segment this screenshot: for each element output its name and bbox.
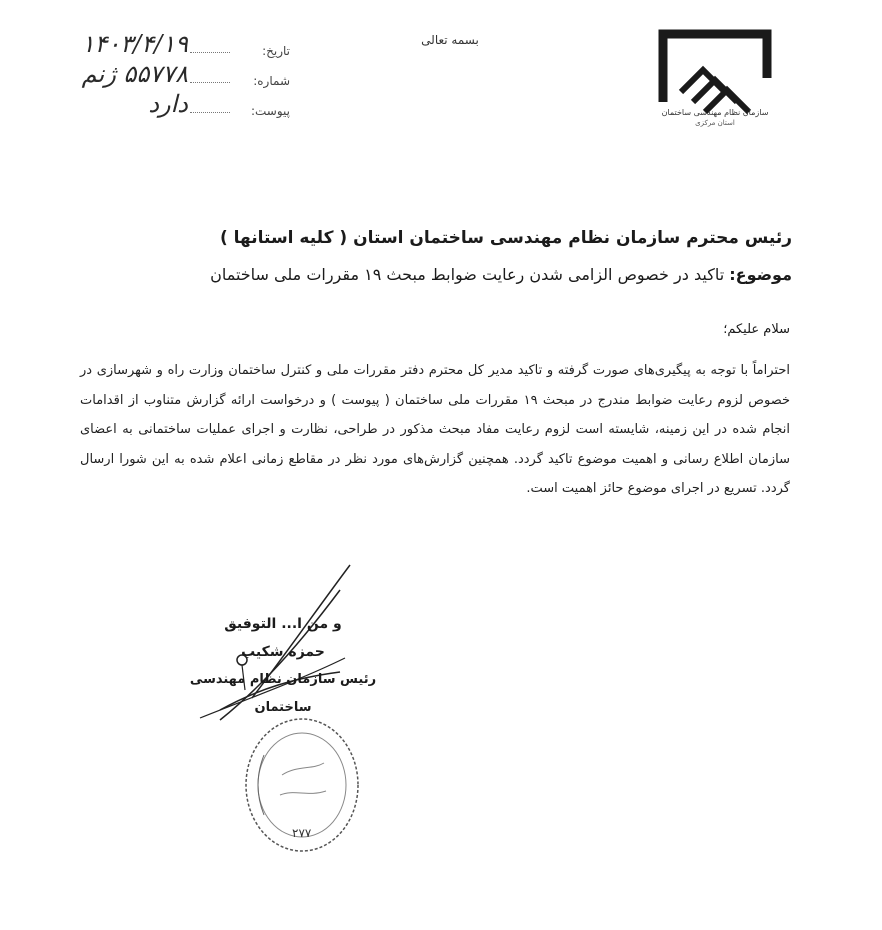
dotted-line (190, 52, 230, 53)
dotted-line (190, 112, 230, 113)
closing-block (178, 610, 388, 715)
greeting: سلام علیکم؛ (723, 322, 790, 337)
logo-name: سازمان نظام مهندسی ساختمان (661, 108, 769, 117)
logo-subtitle: استان مرکزی (695, 119, 735, 127)
number-label: شماره: (253, 74, 290, 88)
number-value: ۵۵۷۷۸ ژنم (81, 60, 188, 88)
number-row (30, 58, 290, 88)
bismillah-heading: بسمه تعالی (421, 33, 479, 47)
subject-label: موضوع: (729, 265, 792, 284)
subject-text: تاکید در خصوص الزامی شدن رعایت ضوابط مبحث ۱۹ مقررات ملی ساختمان (210, 265, 725, 284)
dotted-line (190, 82, 230, 83)
attachment-value: دارد (148, 90, 188, 118)
building-logo-icon (645, 18, 785, 158)
attachment-row (30, 88, 290, 118)
signatory-name: حمزه شکیب (241, 644, 325, 660)
date-label: تاریخ: (262, 44, 290, 58)
date-row (30, 28, 290, 58)
letter-body: احتراماً با توجه به پیگیری‌های صورت گرفته و تاکید مدیر کل محترم دفتر مقررات ملی و کنترل ساختمان وزارت راه و شهرسازی در خصوص لزوم رعایت ضوابط مندرج در مبحث ۱۹ مقررات ملی ساختمان ( پیوست ) و درخواست ارائه گزارش متناوب از اقدامات انجام شده در این زمینه، شایسته است لزوم رعایت مفاد مبحث مذکور در طراحی، نظارت و اجرای عملیات ساختمانی به اعضای سازمان اطلاع رسانی و اهمیت موضوع تاکید گردد. همچنین گزارش‌های مورد نظر در مقاطع زمانی اعلام شده به این شورا ارسال گردد. تسریع در اجرای موضوع حائز اهمیت است. (80, 363, 791, 496)
addressee: رئیس محترم سازمان نظام مهندسی ساختمان استان ( کلیه استانها ) (219, 228, 792, 248)
signatory-title: رئیس سازمان نظام مهندسی ساختمان (189, 672, 377, 715)
stamp-number: ۲۷۷ (292, 826, 312, 840)
date-value: ۱۴۰۳/۴/۱۹ (81, 30, 188, 58)
closing-phrase: و من ا... التوفیق (224, 616, 342, 632)
letter-meta (30, 28, 290, 118)
attachment-label: پیوست: (250, 104, 290, 118)
logo-caption (645, 108, 785, 127)
subject-line (72, 265, 792, 284)
